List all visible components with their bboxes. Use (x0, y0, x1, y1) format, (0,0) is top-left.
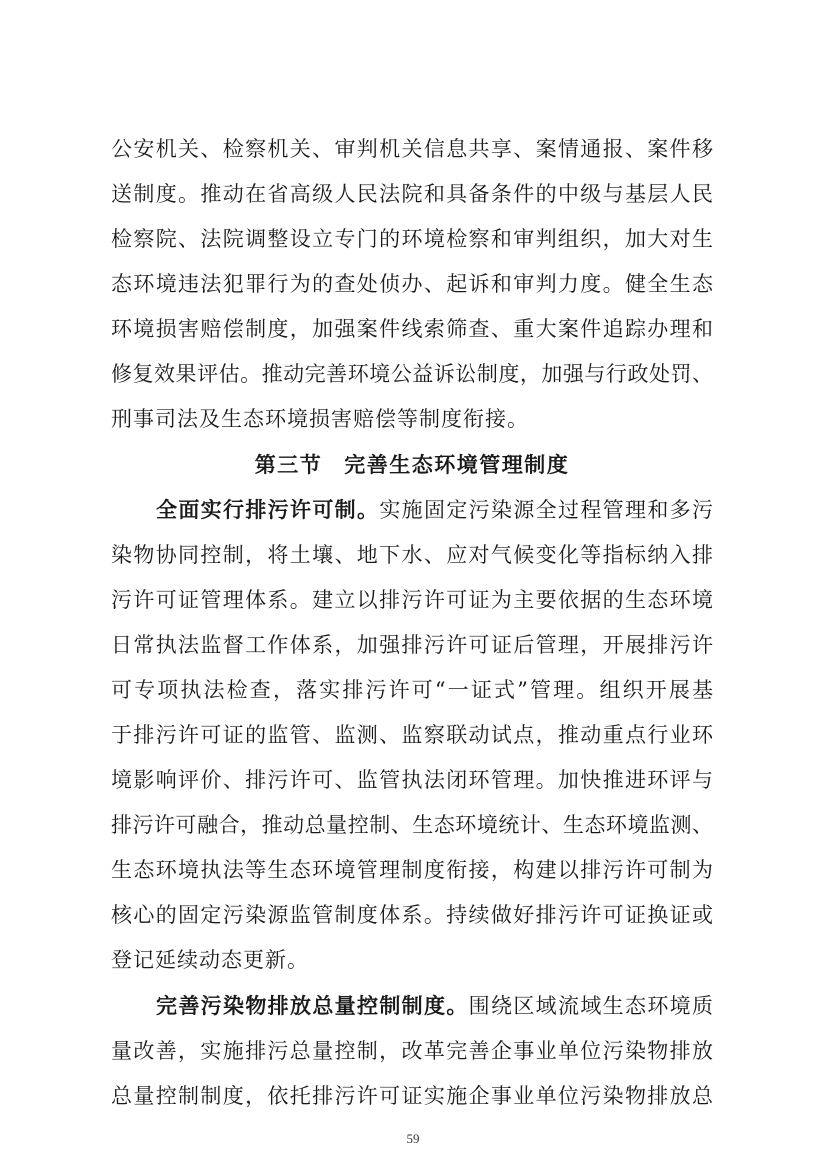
section-heading (111, 442, 713, 487)
paragraph-lead: 全面实行排污许可制。 (156, 497, 380, 522)
text-line: 送制度。推动在省高级人民法院和具备条件的中级与基层人民 (111, 182, 713, 206)
text-line: 核心的固定污染源监管制度体系。持续做好排污许可证换证或 (111, 903, 713, 927)
text-line (111, 983, 713, 1029)
text-line: 公安机关、检察机关、审判机关信息共享、案情通报、案件移 (111, 137, 713, 161)
text-line: 境影响评价、排污许可、监管执法闭环管理。加快推进环评与 (111, 768, 713, 792)
document-page (111, 127, 713, 1119)
text-line: 检察院、法院调整设立专门的环境检察和审判组织，加大对生 (111, 227, 713, 251)
paragraph-lead: 完善污染物排放总量控制制度。 (156, 993, 469, 1018)
text-line: 环境损害赔偿制度，加强案件线索筛查、重大案件追踪办理和 (111, 317, 713, 341)
text-line: 染物协同控制，将土壤、地下水、应对气候变化等指标纳入排 (111, 543, 713, 567)
text-run: 实施固定污染源全过程管理和多污 (379, 498, 714, 522)
text-line (111, 487, 713, 533)
text-line: 生态环境执法等生态环境管理制度衔接，构建以排污许可制为 (111, 858, 713, 882)
text-line: 态环境违法犯罪行为的查处侦办、起诉和审判力度。健全生态 (111, 272, 713, 296)
text-line: 于排污许可证的监管、监测、监察联动试点，推动重点行业环 (111, 723, 713, 747)
section-title: 完善生态环境管理制度 (344, 452, 570, 477)
text-line: 修复效果评估。推动完善环境公益诉讼制度，加强与行政处罚、 (111, 362, 713, 386)
text-line: 刑事司法及生态环境损害赔偿等制度衔接。 (111, 407, 529, 431)
text-line: 日常执法监督工作体系，加强排污许可证后管理，开展排污许 (111, 633, 713, 657)
paragraph-judicial-coordination (111, 127, 713, 442)
text-line: 登记延续动态更新。 (111, 948, 309, 972)
text-line: 污许可证管理体系。建立以排污许可证为主要依据的生态环境 (111, 588, 713, 612)
section-number: 第三节 (254, 452, 323, 477)
paragraph-pollutant-permit (111, 487, 713, 983)
text-line: 总量控制制度，依托排污许可证实施企事业单位污染物排放总 (111, 1084, 713, 1108)
text-line: 排污许可融合，推动总量控制、生态环境统计、生态环境监测、 (111, 813, 713, 837)
text-line: 可专项执法检查，落实排污许可“一证式”管理。组织开展基 (111, 678, 713, 702)
text-run: 围绕区域流域生态环境质 (468, 994, 714, 1018)
paragraph-total-emission-control (111, 983, 713, 1119)
text-line: 量改善，实施排污总量控制，改革完善企事业单位污染物排放 (111, 1039, 713, 1063)
page-number: 59 (406, 1131, 420, 1146)
